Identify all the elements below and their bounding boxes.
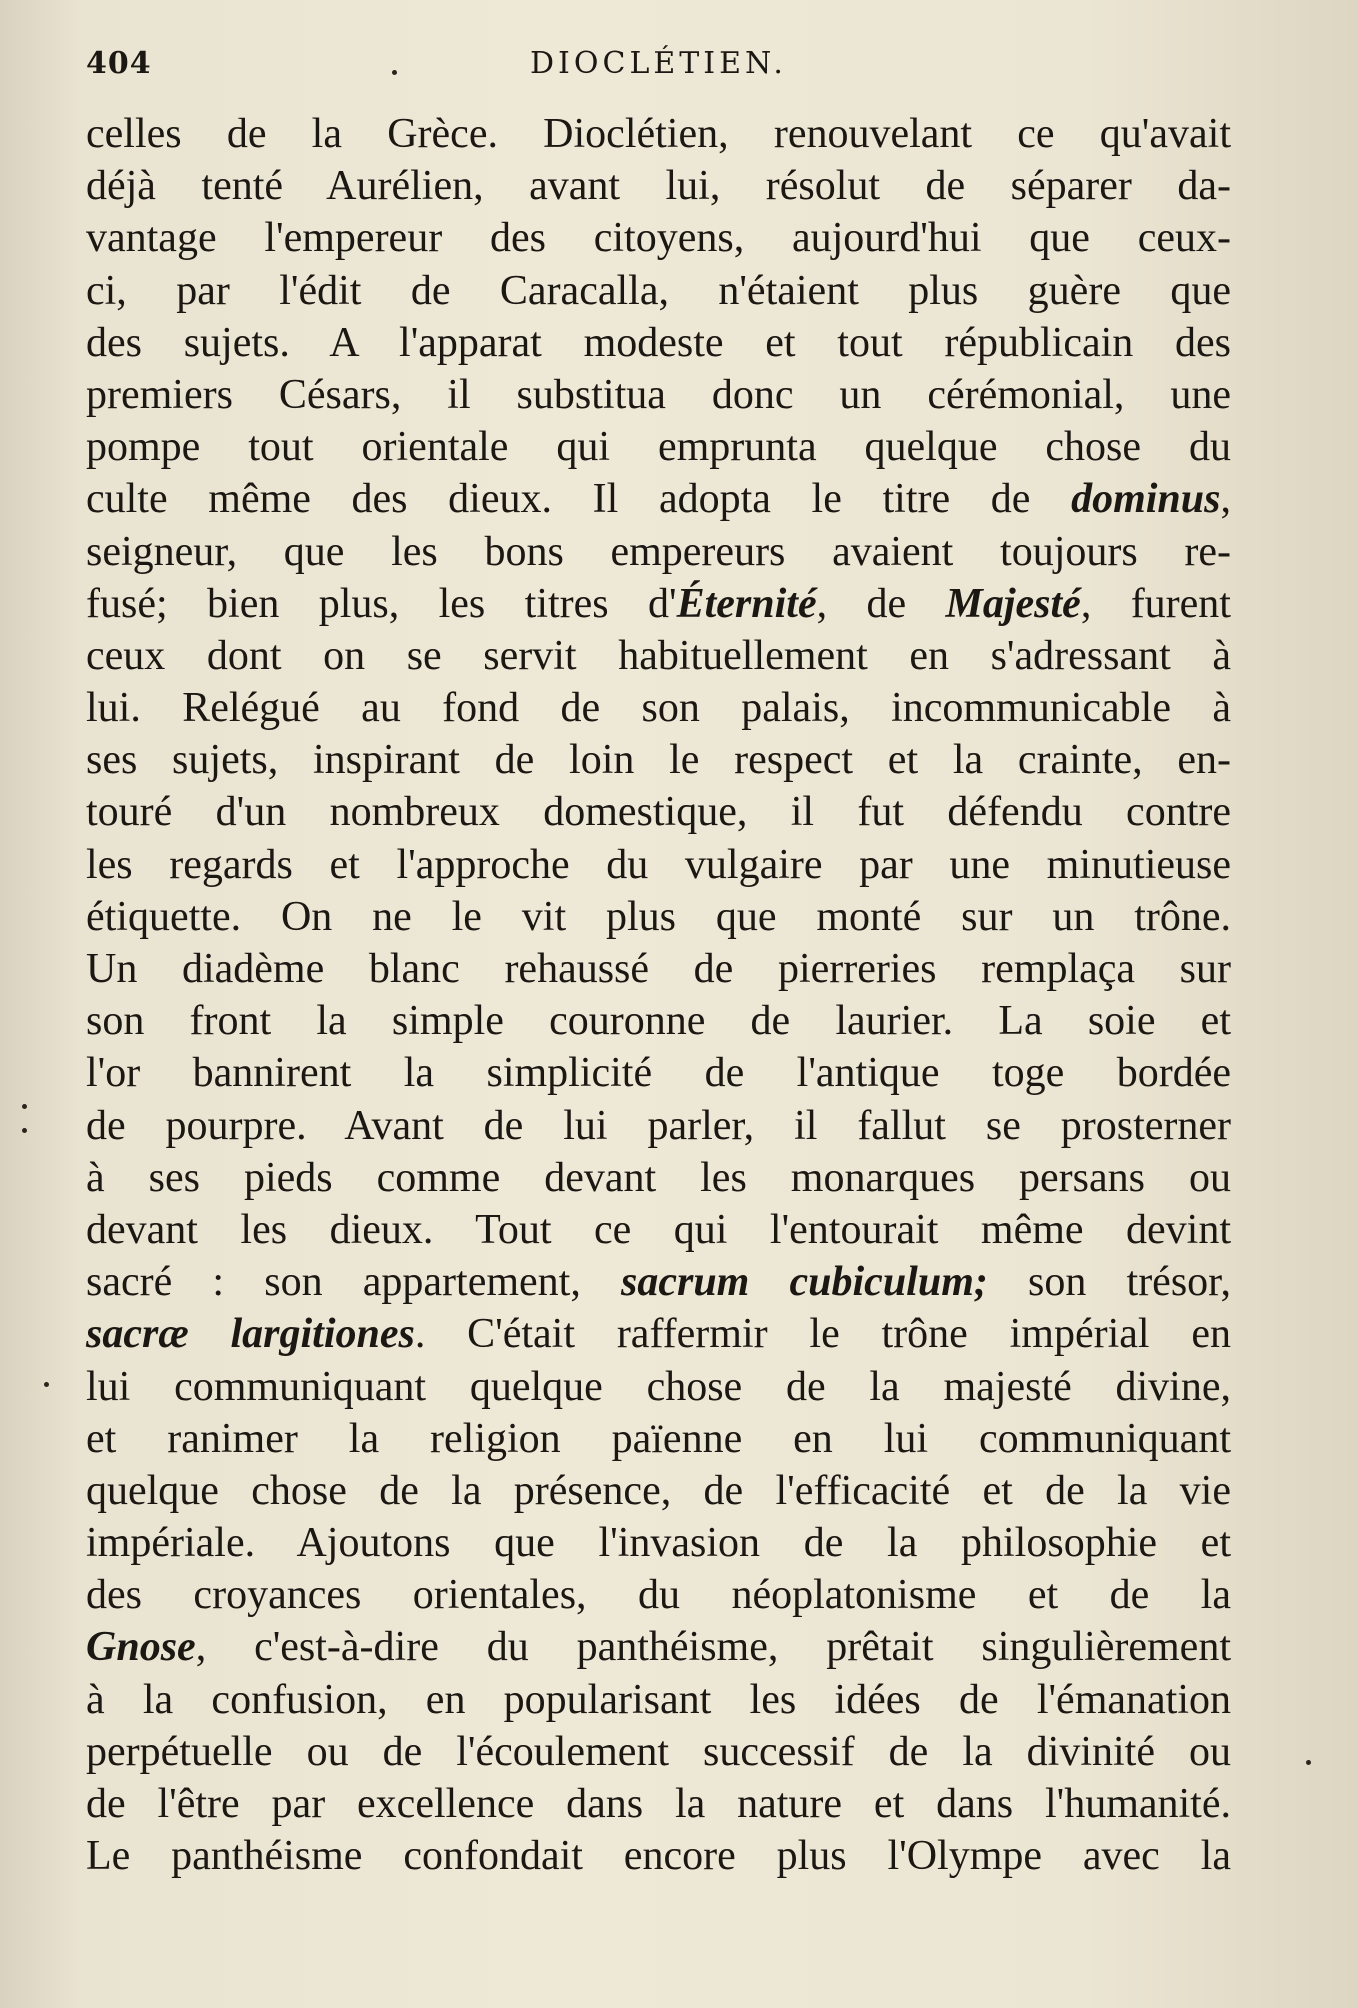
text-line — [86, 734, 1231, 786]
text-segment: et ranimer la religion païenne en lui communiquant — [86, 1415, 1231, 1462]
text-line — [86, 1256, 1231, 1308]
text-segment: des sujets. A l'apparat modeste et tout républicain des — [86, 319, 1231, 366]
text-line — [86, 265, 1231, 317]
text-line — [86, 1778, 1231, 1830]
text-segment: quelque chose de la présence, de l'efficacité et de la vie — [86, 1467, 1231, 1514]
text-segment: Un diadème blanc rehaussé de pierreries remplaça sur — [86, 946, 1231, 992]
text-line — [86, 1100, 1231, 1152]
text-line — [86, 1308, 1231, 1360]
running-title: DIOCLÉTIEN. — [530, 46, 787, 81]
text-segment: sacré : son appartement, — [86, 1259, 621, 1306]
text-segment: devant les dieux. Tout ce qui l'entourait même devint — [86, 1206, 1231, 1253]
text-line — [86, 1621, 1231, 1673]
text-line — [86, 891, 1231, 943]
text-segment: son trésor, — [987, 1259, 1231, 1306]
text-segment: lui communiquant quelque chose de la majesté divine, — [86, 1363, 1231, 1410]
text-segment: impériale. Ajoutons que l'invasion de la philosophie et — [86, 1520, 1231, 1567]
text-line — [86, 995, 1231, 1047]
text-segment: . C'était raffermir le trône impérial en — [414, 1311, 1232, 1358]
text-line — [86, 578, 1231, 630]
text-line — [86, 212, 1231, 264]
text-segment: , — [1220, 476, 1231, 523]
text-segment: à ses pieds comme devant les monarques persans ou — [86, 1154, 1231, 1201]
italic-term: sacræ largitiones — [86, 1311, 415, 1358]
text-line — [86, 1726, 1231, 1778]
text-segment: ceux dont on se servit habituellement en s'adressant à — [86, 632, 1231, 679]
text-segment: pompe tout orientale qui emprunta quelque chose du — [86, 424, 1231, 471]
page-header — [86, 46, 1236, 86]
text-segment: déjà tenté Aurélien, avant lui, résolut de séparer da- — [86, 163, 1231, 210]
print-speck — [22, 1128, 27, 1133]
text-segment: Le panthéisme confondait encore plus l'Olympe avec la — [86, 1833, 1231, 1880]
text-line — [86, 1830, 1231, 1882]
text-line — [86, 1204, 1231, 1256]
text-segment: celles de la Grèce. Dioclétien, renouvelant ce qu'avait — [86, 111, 1231, 157]
text-segment: vantage l'empereur des citoyens, aujourd'hui que ceux- — [86, 215, 1231, 262]
text-line — [86, 630, 1231, 682]
italic-term: Éternité — [676, 580, 817, 627]
page-number: 404 — [86, 46, 152, 81]
text-line — [86, 1361, 1231, 1413]
text-segment: ci, par l'édit de Caracalla, n'étaient plus guère que — [86, 267, 1231, 314]
text-line — [86, 473, 1231, 525]
text-line — [86, 682, 1231, 734]
text-segment: culte même des dieux. Il adopta le titre de — [86, 476, 1072, 523]
text-segment: son front la simple couronne de laurier. La soie et — [86, 998, 1231, 1045]
text-segment: lui. Relégué au fond de son palais, incommunicable à — [86, 685, 1231, 732]
text-line — [86, 1569, 1231, 1621]
text-line — [86, 943, 1231, 995]
text-line — [86, 1152, 1231, 1204]
text-segment: , de — [816, 580, 946, 627]
text-line — [86, 786, 1231, 838]
text-segment: les regards et l'approche du vulgaire par une minutieuse — [86, 841, 1231, 888]
italic-term: Gnose — [86, 1624, 196, 1671]
text-segment: étiquette. On ne le vit plus que monté sur un trône. — [86, 893, 1231, 940]
text-line — [86, 1674, 1231, 1726]
italic-term: dominus — [1071, 476, 1221, 523]
text-segment: fusé; bien plus, les titres d' — [86, 580, 677, 627]
text-line — [86, 839, 1231, 891]
text-segment: de l'être par excellence dans la nature et dans l'humanité. — [86, 1781, 1231, 1827]
print-speck — [392, 70, 397, 75]
text-line — [86, 1413, 1231, 1465]
text-segment: de pourpre. Avant de lui parler, il fallut se prosterner — [86, 1102, 1231, 1149]
text-segment: des croyances orientales, du néoplatonisme et de la — [86, 1572, 1231, 1619]
text-segment: ses sujets, inspirant de loin le respect et la crainte, en- — [86, 737, 1231, 784]
text-line — [86, 1047, 1231, 1099]
text-line — [86, 369, 1231, 421]
text-segment: , furent — [1080, 580, 1231, 627]
print-speck — [1306, 1760, 1311, 1765]
text-segment: seigneur, que les bons empereurs avaient toujours re- — [86, 528, 1231, 575]
print-speck — [22, 1104, 27, 1109]
text-segment: perpétuelle ou de l'écoulement successif de la divinité ou — [86, 1728, 1231, 1775]
text-line — [86, 1465, 1231, 1517]
print-speck — [44, 1382, 49, 1387]
italic-term: Majesté — [945, 580, 1081, 627]
text-segment: , c'est-à-dire du panthéisme, prêtait singulièrement — [195, 1624, 1231, 1671]
text-line — [86, 1517, 1231, 1569]
text-line — [86, 421, 1231, 473]
text-segment: l'or bannirent la simplicité de l'antique toge bordée — [86, 1050, 1231, 1097]
body-text — [86, 108, 1231, 1882]
text-line — [86, 160, 1231, 212]
text-segment: touré d'un nombreux domestique, il fut défendu contre — [86, 789, 1231, 836]
text-segment: à la confusion, en popularisant les idées de l'émanation — [86, 1676, 1231, 1723]
text-line — [86, 526, 1231, 578]
text-line — [86, 108, 1231, 160]
text-segment: premiers Césars, il substitua donc un cérémonial, une — [86, 371, 1231, 418]
text-line — [86, 317, 1231, 369]
italic-term: sacrum cubiculum; — [620, 1259, 988, 1306]
